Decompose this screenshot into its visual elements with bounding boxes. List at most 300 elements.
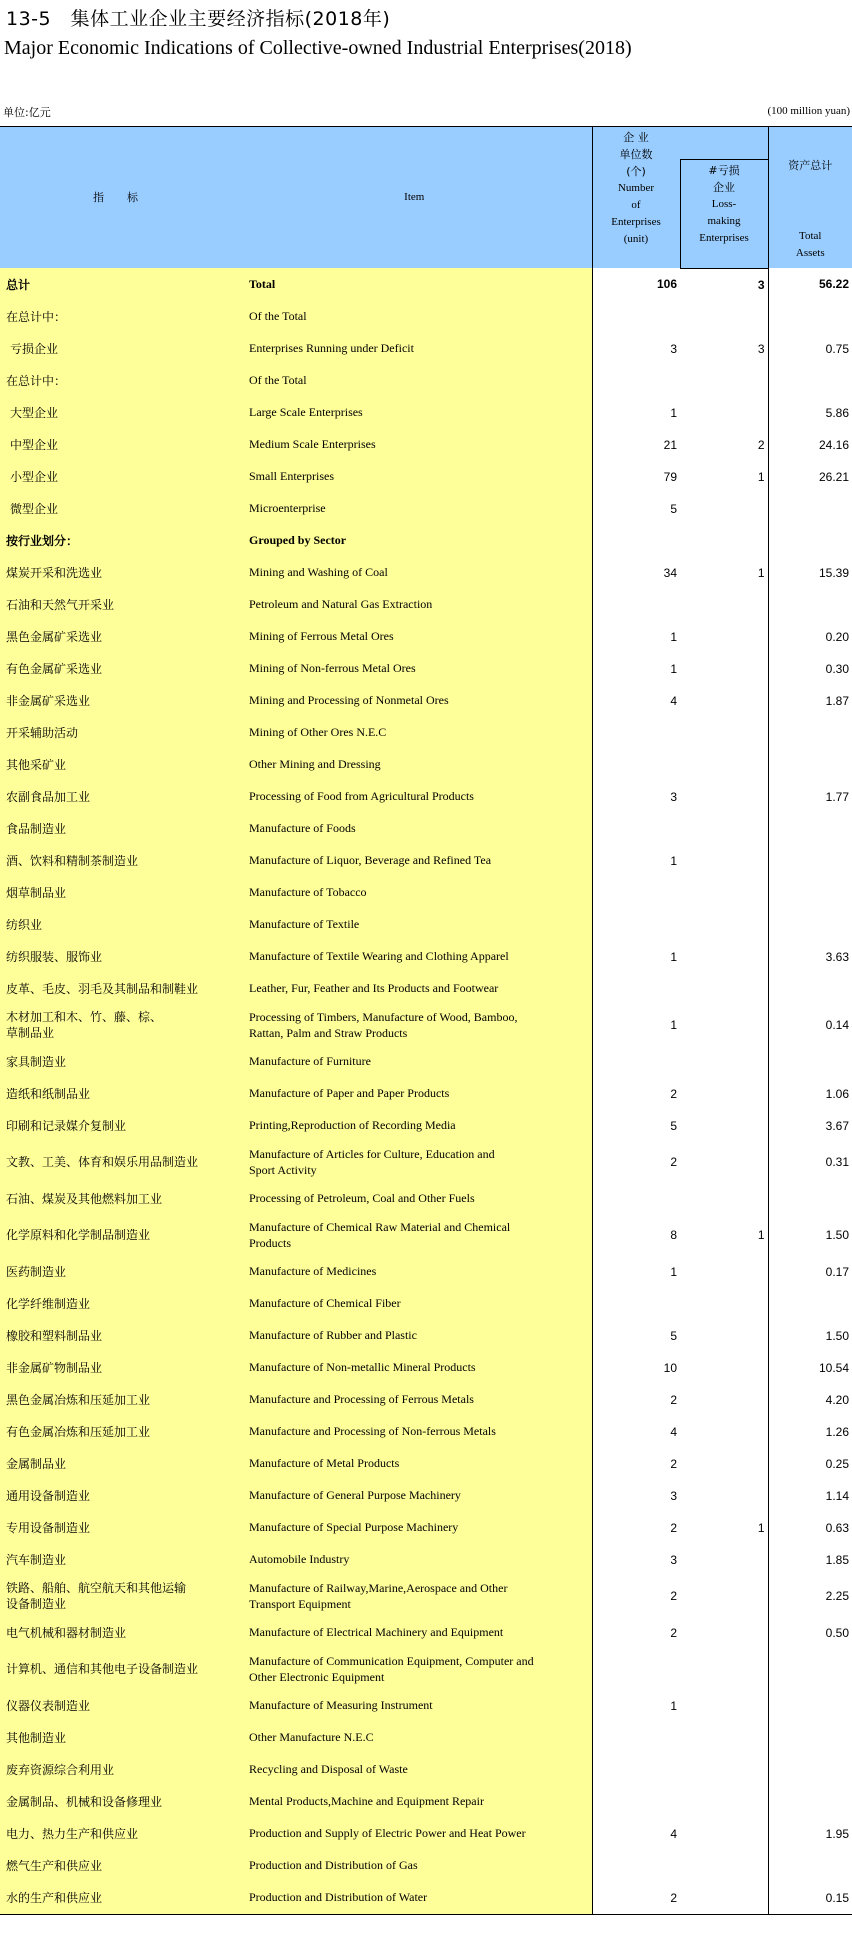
row-indicator-cn: 石油、煤炭及其他燃料加工业 [0,1183,237,1215]
row-loss-making-enterprises [680,1384,768,1416]
row-total-assets [768,1850,852,1882]
row-loss-making-enterprises [680,1617,768,1649]
row-number-of-enterprises [592,1183,680,1215]
row-number-of-enterprises [592,1288,680,1320]
row-item-en: Total [237,268,592,301]
table-row [0,1512,852,1544]
row-indicator-cn: 非金属矿采选业 [0,685,237,717]
table-row [0,493,852,525]
row-indicator-cn: 黑色金属矿采选业 [0,621,237,653]
row-item-en: Manufacture of Communication Equipment, Computer and Other Electronic Equipment [237,1649,592,1690]
row-indicator-cn: 其他采矿业 [0,749,237,781]
header-loss-cn-2: 企业 [713,181,735,194]
table-row [0,397,852,429]
row-item-en: Manufacture of Paper and Paper Products [237,1078,592,1110]
row-number-of-enterprises: 4 [592,1818,680,1850]
row-indicator-cn: 水的生产和供应业 [0,1882,237,1915]
row-number-of-enterprises: 106 [592,268,680,301]
table-row [0,941,852,973]
row-item-en: Production and Supply of Electric Power and Heat Power [237,1818,592,1850]
row-total-assets: 4.20 [768,1384,852,1416]
table-title-cn: 13-5 集体工业企业主要经济指标(2018年) [6,8,391,30]
row-indicator-cn: 烟草制品业 [0,877,237,909]
row-number-of-enterprises [592,525,680,557]
row-total-assets [768,973,852,1005]
row-indicator-cn: 化学纤维制造业 [0,1288,237,1320]
row-indicator-cn: 皮革、毛皮、羽毛及其制品和制鞋业 [0,973,237,1005]
table-row [0,1544,852,1576]
header-loss-en-1: Loss- [711,198,737,210]
row-indicator-cn: 汽车制造业 [0,1544,237,1576]
row-loss-making-enterprises [680,621,768,653]
row-item-en: Microenterprise [237,493,592,525]
row-total-assets [768,525,852,557]
row-total-assets: 26.21 [768,461,852,493]
row-indicator-cn: 电气机械和器材制造业 [0,1617,237,1649]
row-loss-making-enterprises [680,1544,768,1576]
table-row [0,845,852,877]
row-total-assets: 0.14 [768,1005,852,1046]
row-number-of-enterprises: 1 [592,653,680,685]
row-total-assets: 1.77 [768,781,852,813]
header-loss-en-2: making [707,215,741,227]
row-indicator-cn: 其他制造业 [0,1722,237,1754]
row-total-assets: 1.50 [768,1320,852,1352]
row-loss-making-enterprises [680,1110,768,1142]
row-number-of-enterprises: 2 [592,1617,680,1649]
row-number-of-enterprises: 3 [592,1480,680,1512]
table-row [0,589,852,621]
row-number-of-enterprises: 4 [592,685,680,717]
row-number-of-enterprises: 2 [592,1882,680,1915]
row-item-en: Processing of Petroleum, Coal and Other Fuels [237,1183,592,1215]
row-loss-making-enterprises [680,1320,768,1352]
row-indicator-cn: 煤炭开采和洗选业 [0,557,237,589]
table-row [0,1818,852,1850]
row-total-assets: 56.22 [768,268,852,301]
row-indicator-cn: 医药制造业 [0,1256,237,1288]
row-item-en: Production and Distribution of Gas [237,1850,592,1882]
row-total-assets: 1.06 [768,1078,852,1110]
row-total-assets [768,1183,852,1215]
row-total-assets [768,877,852,909]
row-item-en: Manufacture of Special Purpose Machinery [237,1512,592,1544]
row-loss-making-enterprises [680,1754,768,1786]
row-item-en: Mining of Other Ores N.E.C [237,717,592,749]
table-row [0,268,852,301]
header-number-en-1: Number [617,182,655,194]
row-total-assets [768,717,852,749]
row-item-en: Mental Products,Machine and Equipment Repair [237,1786,592,1818]
header-item-en: Item [237,127,592,269]
row-indicator-cn: 亏损企业 [0,333,237,365]
table-row [0,525,852,557]
row-loss-making-enterprises [680,1576,768,1617]
row-number-of-enterprises [592,301,680,333]
row-number-of-enterprises: 5 [592,1110,680,1142]
row-loss-making-enterprises [680,1818,768,1850]
table-row [0,1722,852,1754]
header-assets-cn: 资产总计 [788,159,833,172]
row-indicator-cn: 开采辅助活动 [0,717,237,749]
row-total-assets: 0.63 [768,1512,852,1544]
row-number-of-enterprises: 8 [592,1215,680,1256]
row-indicator-cn: 金属制品业 [0,1448,237,1480]
row-total-assets [768,1786,852,1818]
row-total-assets: 2.25 [768,1576,852,1617]
row-loss-making-enterprises [680,877,768,909]
row-number-of-enterprises [592,589,680,621]
table-row [0,685,852,717]
table-row [0,1480,852,1512]
unit-label-cn: 单位:亿元 [3,106,51,119]
row-loss-making-enterprises [680,589,768,621]
row-item-en: Grouped by Sector [237,525,592,557]
row-total-assets: 3.67 [768,1110,852,1142]
row-item-en: Manufacture of Foods [237,813,592,845]
row-loss-making-enterprises [680,1352,768,1384]
table-row [0,1078,852,1110]
row-total-assets: 1.87 [768,685,852,717]
row-indicator-cn: 黑色金属冶炼和压延加工业 [0,1384,237,1416]
row-total-assets: 15.39 [768,557,852,589]
row-item-en: Manufacture and Processing of Ferrous Metals [237,1384,592,1416]
row-loss-making-enterprises [680,813,768,845]
row-item-en: Manufacture of Textile [237,909,592,941]
table-row [0,1448,852,1480]
row-indicator-cn: 在总计中： [0,301,237,333]
row-indicator-cn: 铁路、船舶、航空航天和其他运输 设备制造业 [0,1576,237,1617]
row-loss-making-enterprises [680,365,768,397]
row-loss-making-enterprises [680,1256,768,1288]
row-loss-making-enterprises [680,1046,768,1078]
table-row [0,1142,852,1183]
row-indicator-cn: 中型企业 [0,429,237,461]
row-number-of-enterprises [592,1754,680,1786]
row-total-assets [768,1288,852,1320]
row-loss-making-enterprises [680,1882,768,1915]
row-item-en: Manufacture of Railway,Marine,Aerospace and Other Transport Equipment [237,1576,592,1617]
row-number-of-enterprises [592,1786,680,1818]
row-total-assets [768,1046,852,1078]
row-item-en: Mining and Processing of Nonmetal Ores [237,685,592,717]
table-row [0,1690,852,1722]
row-number-of-enterprises [592,749,680,781]
row-loss-making-enterprises [680,493,768,525]
table-body [0,268,852,1914]
table-row [0,877,852,909]
row-total-assets: 1.26 [768,1416,852,1448]
row-total-assets: 1.85 [768,1544,852,1576]
row-loss-making-enterprises [680,781,768,813]
row-number-of-enterprises [592,813,680,845]
row-number-of-enterprises [592,877,680,909]
row-number-of-enterprises: 1 [592,397,680,429]
row-indicator-cn: 废弃资源综合利用业 [0,1754,237,1786]
row-number-of-enterprises: 1 [592,941,680,973]
row-indicator-cn: 家具制造业 [0,1046,237,1078]
table-row [0,973,852,1005]
row-item-en: Manufacture of Tobacco [237,877,592,909]
row-number-of-enterprises: 1 [592,1690,680,1722]
row-item-en: Medium Scale Enterprises [237,429,592,461]
row-total-assets [768,1649,852,1690]
row-indicator-cn: 仪器仪表制造业 [0,1690,237,1722]
row-number-of-enterprises: 2 [592,1384,680,1416]
row-loss-making-enterprises [680,1416,768,1448]
row-number-of-enterprises: 5 [592,493,680,525]
row-item-en: Manufacture of Measuring Instrument [237,1690,592,1722]
row-total-assets [768,813,852,845]
row-loss-making-enterprises [680,1690,768,1722]
row-indicator-cn: 通用设备制造业 [0,1480,237,1512]
table-row [0,1183,852,1215]
table-row [0,1786,852,1818]
table-row [0,653,852,685]
header-number-of-enterprises [592,127,680,269]
row-total-assets [768,493,852,525]
table-row [0,717,852,749]
row-number-of-enterprises: 3 [592,1544,680,1576]
header-number-cn-1: 企 业 [623,131,649,144]
header-number-cn-3: (个) [626,165,646,178]
row-number-of-enterprises: 21 [592,429,680,461]
row-total-assets [768,589,852,621]
table-row [0,429,852,461]
table-row [0,301,852,333]
row-loss-making-enterprises [680,653,768,685]
row-loss-making-enterprises: 2 [757,437,765,452]
row-total-assets: 0.15 [768,1882,852,1915]
row-loss-making-enterprises [680,525,768,557]
row-item-en: Manufacture of Liquor, Beverage and Refined Tea [237,845,592,877]
row-indicator-cn: 小型企业 [0,461,237,493]
table-row [0,365,852,397]
row-loss-making-enterprises [680,685,768,717]
row-indicator-cn: 食品制造业 [0,813,237,845]
row-number-of-enterprises: 1 [592,621,680,653]
row-number-of-enterprises: 2 [592,1576,680,1617]
header-loss-cn-1: #亏损 [708,164,740,177]
row-total-assets: 3.63 [768,941,852,973]
row-loss-making-enterprises [680,845,768,877]
row-number-of-enterprises: 2 [592,1078,680,1110]
row-item-en: Of the Total [237,301,592,333]
table-row [0,1617,852,1649]
row-loss-making-enterprises [680,1288,768,1320]
row-number-of-enterprises: 3 [592,333,680,365]
row-number-of-enterprises [592,973,680,1005]
row-indicator-cn: 按行业划分： [0,525,237,557]
row-number-of-enterprises: 1 [592,1005,680,1046]
header-loss-en-3: Enterprises [699,232,749,244]
row-item-en: Large Scale Enterprises [237,397,592,429]
row-indicator-cn: 印刷和记录媒介复制业 [0,1110,237,1142]
row-loss-making-enterprises [680,973,768,1005]
table-row [0,557,852,589]
row-total-assets [768,301,852,333]
row-indicator-cn: 燃气生产和供应业 [0,1850,237,1882]
header-number-en-3: Enterprises [611,216,661,228]
table-row [0,1416,852,1448]
row-item-en: Mining of Non-ferrous Metal Ores [237,653,592,685]
row-total-assets: 1.95 [768,1818,852,1850]
row-total-assets: 0.50 [768,1617,852,1649]
row-loss-making-enterprises: 1 [757,469,765,484]
row-indicator-cn: 总计 [0,268,237,301]
header-number-en-4: (unit) [623,233,649,245]
row-loss-making-enterprises [680,1448,768,1480]
header-assets-en-2: Assets [795,247,825,259]
header-number-cn-2: 单位数 [619,148,653,161]
row-item-en: Of the Total [237,365,592,397]
row-item-en: Manufacture of Medicines [237,1256,592,1288]
row-loss-making-enterprises [680,1786,768,1818]
row-item-en: Manufacture of Articles for Culture, Education and Sport Activity [237,1142,592,1183]
row-item-en: Printing,Reproduction of Recording Media [237,1110,592,1142]
row-indicator-cn: 金属制品、机械和设备修理业 [0,1786,237,1818]
row-loss-making-enterprises [680,301,768,333]
row-indicator-cn: 专用设备制造业 [0,1512,237,1544]
row-indicator-cn: 酒、饮料和精制茶制造业 [0,845,237,877]
row-number-of-enterprises [592,1850,680,1882]
row-loss-making-enterprises [680,1722,768,1754]
row-indicator-cn: 大型企业 [0,397,237,429]
row-item-en: Manufacture and Processing of Non-ferrous Metals [237,1416,592,1448]
header-total-assets [768,127,852,269]
table-row [0,333,852,365]
row-indicator-cn: 非金属矿物制品业 [0,1352,237,1384]
row-item-en: Manufacture of Rubber and Plastic [237,1320,592,1352]
row-item-en: Leather, Fur, Feather and Its Products and Footwear [237,973,592,1005]
table-row [0,1352,852,1384]
row-total-assets [768,365,852,397]
row-total-assets [768,1754,852,1786]
row-number-of-enterprises: 79 [592,461,680,493]
row-loss-making-enterprises [680,1649,768,1690]
row-indicator-cn: 石油和天然气开采业 [0,589,237,621]
row-number-of-enterprises: 2 [592,1512,680,1544]
row-indicator-cn: 纺织业 [0,909,237,941]
row-total-assets: 0.20 [768,621,852,653]
table-row [0,1649,852,1690]
table-row [0,1215,852,1256]
table-row [0,749,852,781]
row-item-en: Mining of Ferrous Metal Ores [237,621,592,653]
row-indicator-cn: 文教、工美、体育和娱乐用品制造业 [0,1142,237,1183]
unit-label-en: (100 million yuan) [767,105,850,117]
row-total-assets [768,845,852,877]
header-loss-spacer [680,127,768,160]
row-indicator-cn: 造纸和纸制品业 [0,1078,237,1110]
row-loss-making-enterprises [680,941,768,973]
row-total-assets: 0.25 [768,1448,852,1480]
row-indicator-cn: 在总计中： [0,365,237,397]
row-total-assets: 24.16 [768,429,852,461]
row-number-of-enterprises [592,717,680,749]
row-item-en: Manufacture of Electrical Machinery and Equipment [237,1617,592,1649]
row-item-en: Manufacture of Non-metallic Mineral Products [237,1352,592,1384]
row-number-of-enterprises [592,909,680,941]
table-row [0,1288,852,1320]
table-row [0,1005,852,1046]
row-item-en: Manufacture of Chemical Fiber [237,1288,592,1320]
row-item-en: Processing of Food from Agricultural Products [237,781,592,813]
header-number-en-2: of [631,199,641,211]
row-item-en: Manufacture of Metal Products [237,1448,592,1480]
row-indicator-cn: 微型企业 [0,493,237,525]
row-total-assets: 5.86 [768,397,852,429]
row-total-assets: 0.30 [768,653,852,685]
row-item-en: Automobile Industry [237,1544,592,1576]
row-number-of-enterprises: 10 [592,1352,680,1384]
row-number-of-enterprises [592,365,680,397]
row-total-assets: 10.54 [768,1352,852,1384]
indicators-table [0,126,852,1915]
row-item-en: Petroleum and Natural Gas Extraction [237,589,592,621]
row-indicator-cn: 农副食品加工业 [0,781,237,813]
table-row [0,1046,852,1078]
row-total-assets: 0.75 [768,333,852,365]
table-row [0,1576,852,1617]
row-total-assets: 1.50 [768,1215,852,1256]
row-item-en: Manufacture of Textile Wearing and Clothing Apparel [237,941,592,973]
row-loss-making-enterprises [680,909,768,941]
row-indicator-cn: 橡胶和塑料制品业 [0,1320,237,1352]
row-loss-making-enterprises [680,1480,768,1512]
table-row [0,1110,852,1142]
row-item-en: Processing of Timbers, Manufacture of Wood, Bamboo, Rattan, Palm and Straw Products [237,1005,592,1046]
row-loss-making-enterprises: 3 [757,341,765,356]
table-row [0,621,852,653]
row-number-of-enterprises: 5 [592,1320,680,1352]
row-loss-making-enterprises [680,1142,768,1183]
row-indicator-cn: 电力、热力生产和供应业 [0,1818,237,1850]
row-loss-making-enterprises [680,397,768,429]
row-item-en: Enterprises Running under Deficit [237,333,592,365]
row-number-of-enterprises: 1 [592,1256,680,1288]
row-number-of-enterprises: 3 [592,781,680,813]
row-item-en: Mining and Washing of Coal [237,557,592,589]
row-indicator-cn: 有色金属矿采选业 [0,653,237,685]
table-row [0,1256,852,1288]
row-total-assets [768,1722,852,1754]
row-indicator-cn: 纺织服装、服饰业 [0,941,237,973]
row-total-assets [768,749,852,781]
table-row [0,461,852,493]
row-loss-making-enterprises [680,1078,768,1110]
table-row [0,1850,852,1882]
table-header [0,127,852,269]
row-indicator-cn: 木材加工和木、竹、藤、棕、 草制品业 [0,1005,237,1046]
row-item-en: Small Enterprises [237,461,592,493]
row-loss-making-enterprises [680,1183,768,1215]
table-row [0,813,852,845]
table-row [0,1754,852,1786]
row-loss-making-enterprises: 1 [757,1520,765,1535]
table-title-en: Major Economic Indications of Collective-owned Industrial Enterprises(2018) [4,37,632,59]
row-item-en: Other Mining and Dressing [237,749,592,781]
row-loss-making-enterprises: 1 [757,1228,765,1242]
row-loss-making-enterprises: 1 [757,565,765,580]
row-number-of-enterprises: 2 [592,1448,680,1480]
row-item-en: Other Manufacture N.E.C [237,1722,592,1754]
row-indicator-cn: 化学原料和化学制品制造业 [0,1215,237,1256]
table-row [0,781,852,813]
row-loss-making-enterprises [680,1850,768,1882]
row-item-en: Production and Distribution of Water [237,1882,592,1915]
row-item-en: Manufacture of Chemical Raw Material and Chemical Products [237,1215,592,1256]
